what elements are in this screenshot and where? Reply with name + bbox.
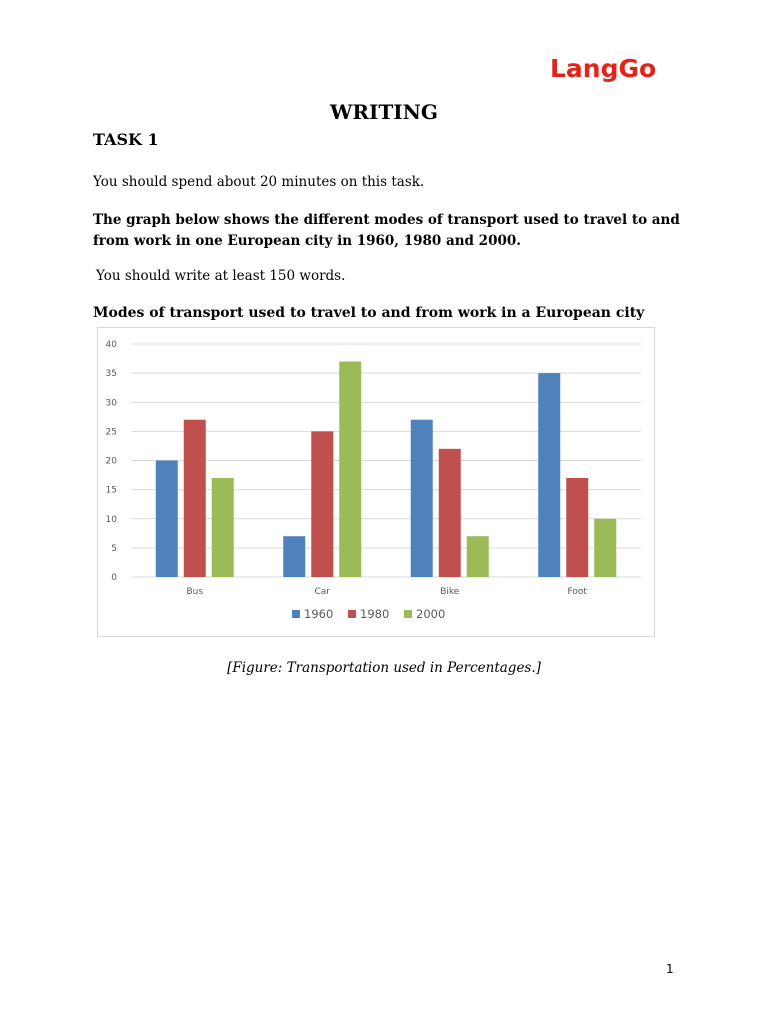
bar-chart (98, 328, 654, 636)
x-tick-label: Car (314, 587, 330, 597)
bar-foot-1980 (566, 478, 588, 577)
chart-container (97, 327, 655, 637)
page-number: 1 (666, 962, 674, 976)
y-tick-label: 20 (105, 456, 117, 467)
bar-bus-2000 (212, 478, 234, 577)
time-instruction: You should spend about 20 minutes on this task. (93, 174, 425, 190)
legend-swatch-1980 (348, 610, 356, 618)
x-tick-label: Bus (186, 587, 204, 597)
legend-swatch-1960 (292, 610, 300, 618)
y-tick-label: 5 (111, 543, 117, 554)
legend-swatch-2000 (404, 610, 412, 618)
y-tick-label: 15 (105, 485, 117, 496)
task-heading: TASK 1 (93, 130, 159, 149)
bar-bike-2000 (467, 536, 489, 577)
task-prompt: The graph below shows the different modes of transport used to travel to and from work in one European city in 1960, 1980 and 2000. (93, 212, 680, 249)
bar-car-1960 (283, 536, 305, 577)
legend-label-1980: 1980 (360, 607, 390, 621)
x-tick-label: Bike (440, 587, 460, 597)
y-tick-label: 40 (105, 340, 117, 350)
y-tick-label: 25 (105, 427, 117, 438)
bar-bike-1960 (411, 420, 433, 577)
chart-heading: Modes of transport used to travel to and from work in a European city (93, 305, 645, 321)
y-tick-label: 35 (105, 369, 117, 380)
word-instruction: You should write at least 150 words. (96, 268, 346, 284)
bar-bike-1980 (439, 449, 461, 577)
bar-foot-2000 (594, 519, 616, 577)
page-title: WRITING (329, 100, 439, 124)
legend-label-1960: 1960 (304, 607, 334, 621)
y-tick-label: 0 (111, 573, 117, 583)
langgo-logo: LangGo (550, 54, 657, 83)
y-tick-label: 30 (105, 398, 117, 409)
bar-bus-1960 (156, 461, 178, 578)
figure-caption: [Figure: Transportation used in Percentages.] (227, 660, 541, 676)
x-tick-label: Foot (567, 587, 587, 597)
bar-car-1980 (311, 431, 333, 577)
bar-foot-1960 (538, 373, 560, 577)
bar-car-2000 (339, 361, 361, 577)
legend-label-2000: 2000 (416, 607, 446, 621)
bar-bus-1980 (184, 420, 206, 577)
y-tick-label: 10 (105, 514, 117, 525)
